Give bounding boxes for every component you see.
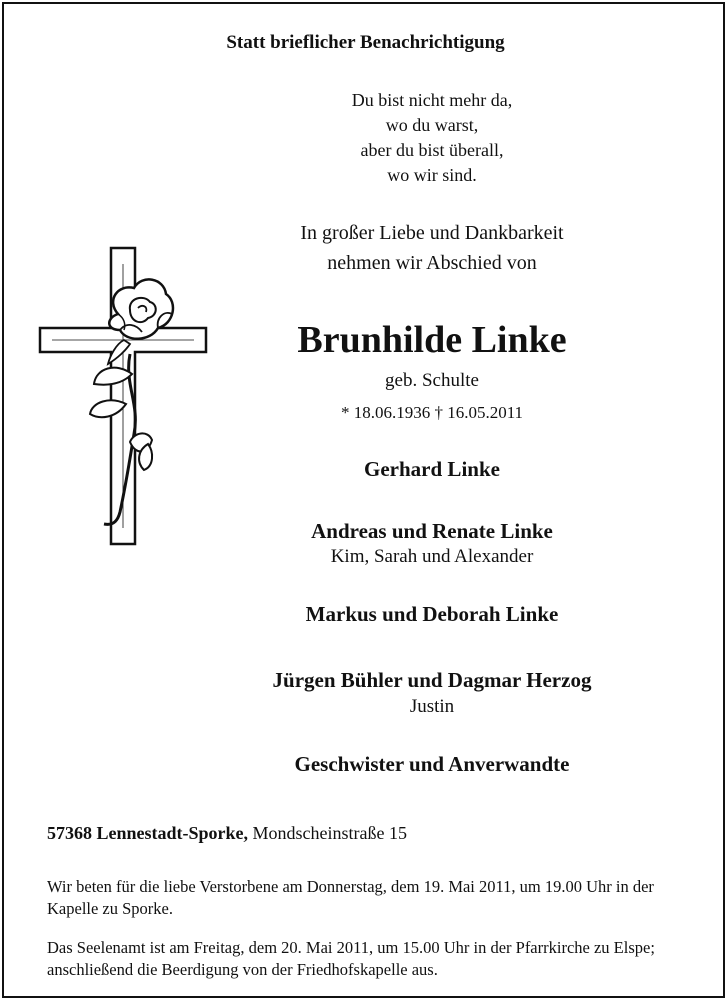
- address-city: 57368 Lennestadt-Sporke,: [47, 823, 249, 843]
- cross-with-rose-icon: [38, 244, 210, 550]
- prayer-notice: Wir beten für die liebe Verstorbene am Donnerstag, dem 19. Mai 2011, um 19.00 Uhr in der Kapelle zu Sporke.: [47, 877, 654, 918]
- family-name: Jürgen Bühler und Dagmar Herzog: [272, 668, 592, 692]
- intro-line: nehmen wir Abschied von: [327, 252, 537, 274]
- funeral-notice: Das Seelenamt ist am Freitag, dem 20. Mai 2011, um 15.00 Uhr in der Pfarrkirche zu Elspe; anschließend die Beerdigung von der Friedhofskapelle aus.: [47, 938, 655, 979]
- family-name: Markus und Deborah Linke: [305, 602, 559, 626]
- intro-line: In großer Liebe und Dankbarkeit: [300, 222, 564, 244]
- family-name: Gerhard Linke: [364, 457, 500, 481]
- poem-line: aber du bist überall,: [360, 140, 504, 160]
- notice-frame: [2, 2, 725, 998]
- poem-line: wo wir sind.: [387, 165, 477, 185]
- address: [47, 823, 407, 844]
- family-name: Geschwister und Anverwandte: [294, 752, 570, 776]
- maiden-name: geb. Schulte: [385, 370, 479, 391]
- poem: [244, 88, 620, 188]
- address-street: Mondscheinstraße 15: [252, 823, 407, 843]
- deceased-name: Brunhilde Linke: [297, 319, 567, 361]
- poem-line: wo du warst,: [385, 115, 479, 135]
- family-children: Justin: [409, 696, 455, 717]
- life-dates: * 18.06.1936 † 16.05.2011: [340, 403, 524, 422]
- poem-line: Du bist nicht mehr da,: [351, 90, 513, 110]
- intro-text: [244, 218, 620, 278]
- notice-header: Statt brieflicher Benachrichtigung: [226, 32, 505, 53]
- family-children: Kim, Sarah und Alexander: [330, 546, 534, 567]
- family-name: Andreas und Renate Linke: [311, 519, 553, 543]
